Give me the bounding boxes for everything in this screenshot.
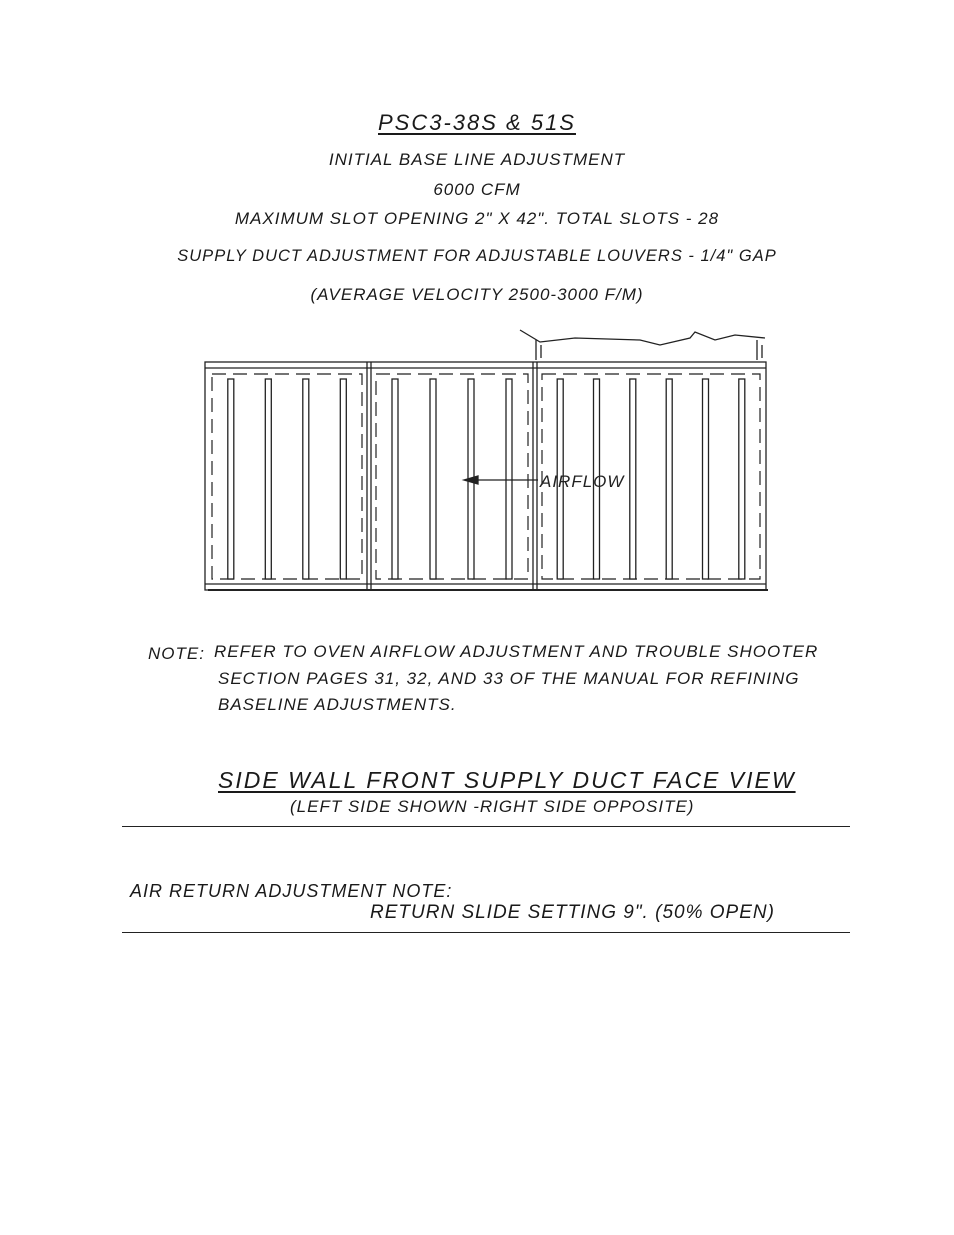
airflow-arrow — [464, 476, 538, 484]
divider-2 — [122, 932, 850, 933]
louver-slot — [340, 379, 346, 579]
louver-slot — [228, 379, 234, 579]
louver-slot — [430, 379, 436, 579]
louver-slot — [666, 379, 672, 579]
panel-middle-dashed — [376, 374, 528, 579]
divider-1 — [122, 826, 850, 827]
view-title: SIDE WALL FRONT SUPPLY DUCT FACE VIEW — [218, 767, 796, 793]
return-slide-setting: RETURN SLIDE SETTING 9". (50% OPEN) — [370, 902, 775, 923]
adjustment-heading: INITIAL BASE LINE ADJUSTMENT — [328, 150, 626, 169]
note-line-1: REFER TO OVEN AIRFLOW ADJUSTMENT AND TROUBLE SHOOTER — [214, 642, 819, 661]
louver-slot — [265, 379, 271, 579]
note-line-3: BASELINE ADJUSTMENTS. — [218, 695, 457, 714]
note-label: NOTE: — [148, 644, 205, 663]
break-line — [520, 330, 765, 345]
airflow-label: AIRFLOW — [540, 472, 625, 491]
louver-slot — [739, 379, 745, 579]
average-velocity: (AVERAGE VELOCITY 2500-3000 F/M) — [310, 285, 644, 304]
louver-slot — [630, 379, 636, 579]
panel-left-dashed — [212, 374, 362, 579]
note-line-2: SECTION PAGES 31, 32, AND 33 OF THE MANUAL FOR REFINING — [218, 669, 800, 688]
view-subtitle: (LEFT SIDE SHOWN -RIGHT SIDE OPPOSITE) — [290, 797, 695, 816]
top-flange-right — [536, 340, 762, 360]
louver-slot — [506, 379, 512, 579]
louver-slot — [303, 379, 309, 579]
duct-frame-outer — [205, 362, 766, 590]
louver-slot — [703, 379, 709, 579]
louver-slot — [392, 379, 398, 579]
cfm-value: 6000 CFM — [433, 180, 521, 199]
air-return-label: AIR RETURN ADJUSTMENT NOTE: — [130, 881, 453, 901]
page-title: PSC3-38S & 51S — [378, 110, 576, 135]
slot-opening-spec: MAXIMUM SLOT OPENING 2" X 42". TOTAL SLOTS - 28 — [234, 209, 720, 228]
louver-adjustment-spec: SUPPLY DUCT ADJUSTMENT FOR ADJUSTABLE LOUVERS - 1/4" GAP — [177, 247, 777, 265]
